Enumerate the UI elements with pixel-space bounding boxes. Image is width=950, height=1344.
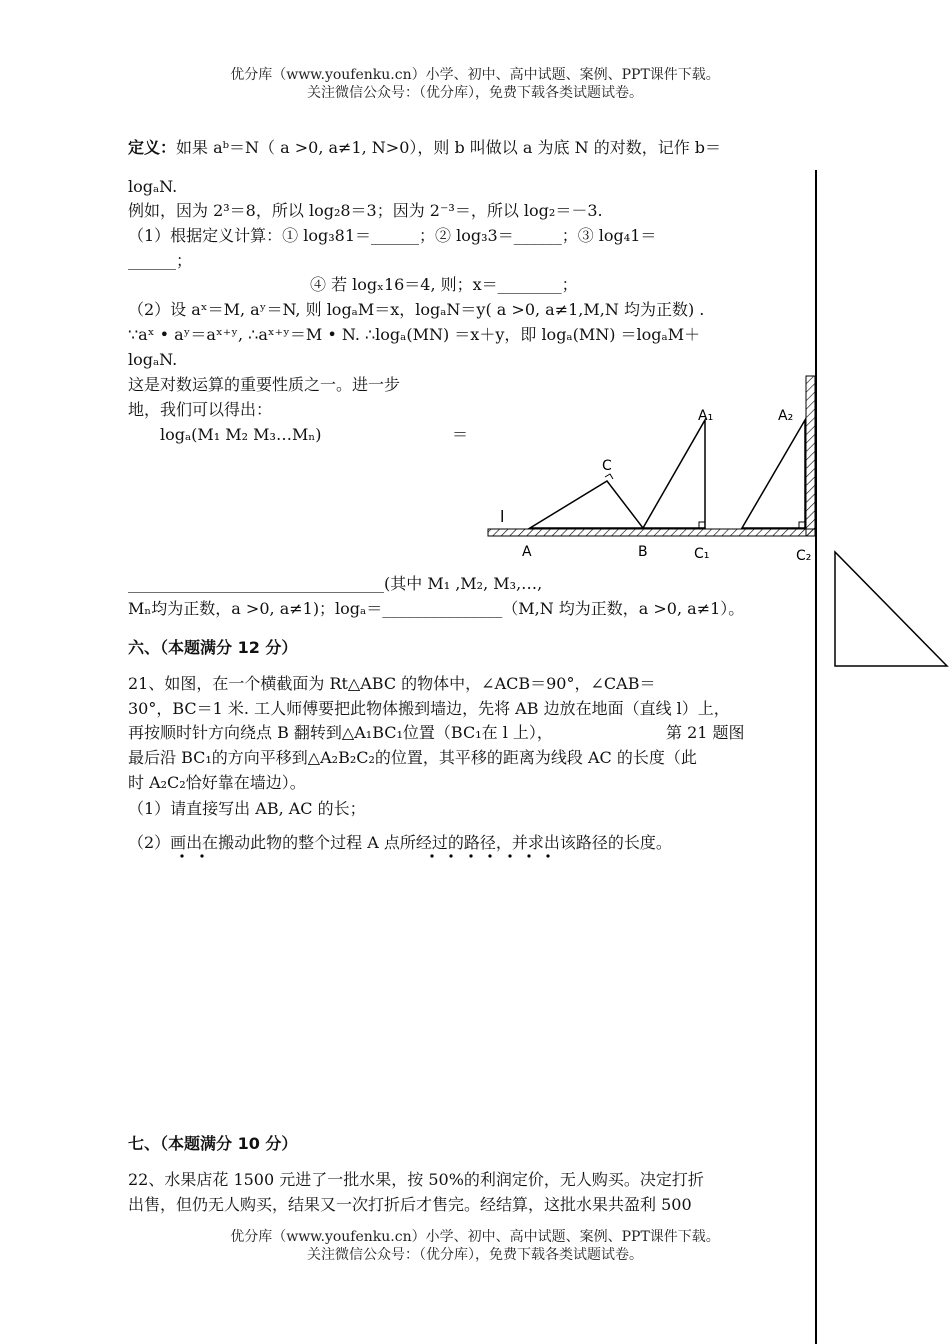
right-margin-triangle [830, 548, 950, 670]
section-6-heading: 六、（本题满分 12 分） [128, 638, 298, 657]
triangle-abc [530, 481, 643, 528]
triangle-a2b2c2 [742, 420, 805, 528]
label-b: B [638, 544, 648, 560]
label-line-l: l [500, 507, 505, 526]
question-1-line-2: ______； [128, 251, 193, 270]
section-7-heading: 七、（本题满分 10 分） [128, 1134, 298, 1153]
problem-21-question-2: （2）画出在搬动此物的整个过程 A 点所经过的路径，并求出该路径的长度。 [128, 833, 672, 852]
question-2-formula: logₐ(M₁ M₂ M₃…Mₙ) [160, 425, 322, 444]
definition-line [128, 136, 721, 160]
question-2-line-5: 地，我们可以得出： [128, 400, 273, 419]
problem-22-line-1: 22、水果店花 1500 元进了一批水果，按 50%的利润定价，无人购买。决定打折 [128, 1170, 704, 1189]
example-line: 例如，因为 2³＝8，所以 log₂8＝3；因为 2⁻³＝，所以 log₂＝－3. [128, 201, 603, 220]
problem-21-line-1: 21、如图，在一个横截面为 Rt△ABC 的物体中，∠ACB＝90°，∠CAB＝ [128, 674, 656, 693]
problem-21-figure-caption: 第 21 题图 [666, 723, 745, 742]
emphasis-dots [170, 852, 560, 860]
question-2-line-3: logₐN. [128, 350, 178, 369]
question-2-line-2: ∵aˣ • aʸ＝aˣ⁺ʸ, ∴aˣ⁺ʸ＝M • N. ∴logₐ(MN) ＝x＋y，即 logₐ(MN) ＝logₐM＋ [128, 325, 701, 344]
problem-21-line-2: 30°，BC＝1 米. 工人师傅要把此物体搬到墙边，先将 AB 边放在地面（直线 l）上， [128, 699, 730, 718]
wall [806, 376, 815, 536]
label-c: C [602, 458, 612, 474]
problem-21-question-1: （1）请直接写出 AB, AC 的长； [128, 799, 366, 818]
right-angle-mark-c [605, 474, 613, 479]
problem-22-line-2: 出售，但仍无人购买，结果又一次打折后才售完。经结算，这批水果共盈利 500 [128, 1195, 692, 1214]
header-line-1: 优分库（www.youfenku.cn）小学、初中、高中试题、案例、PPT课件下载。 [230, 67, 720, 83]
question-2-line-1: （2）设 aˣ＝M, aʸ＝N, 则 logₐM＝x，logₐN＝y( a >0, a≠1,M,N 均为正数) . [128, 300, 705, 319]
definition-text: 如果 aᵇ＝N（ a >0, a≠1, N>0），则 b 叫做以 a 为底 N 的对数，记作 b＝ [176, 138, 722, 157]
label-c1: C₁ [694, 546, 710, 562]
right-angle-mark-c2 [799, 522, 805, 528]
problem-21-line-5: 时 A₂C₂恰好靠在墙边）。 [128, 773, 306, 792]
label-a2: A₂ [778, 408, 794, 424]
triangle-a1bc1 [643, 420, 705, 528]
label-a1: A₁ [698, 408, 714, 424]
ground-line [488, 529, 815, 536]
right-angle-mark-c1 [699, 522, 705, 528]
label-c2: C₂ [796, 548, 812, 564]
right-margin-rule [815, 170, 817, 1344]
question-2-blank-line: ________________________________(其中 M₁ ,M₂, M₃,…, [128, 574, 543, 593]
problem-21-line-3: 再按顺时针方向绕点 B 翻转到△A₁BC₁位置（BC₁在 l 上）， [128, 723, 553, 742]
question-2-line-4: 这是对数运算的重要性质之一。进一步 [128, 375, 401, 394]
definition-label: 定义： [128, 138, 177, 157]
problem-21-line-4: 最后沿 BC₁的方向平移到△A₂B₂C₂的位置，其平移的距离为线段 AC 的长度（此 [128, 748, 697, 767]
header-line-2: 关注微信公众号：（优分库），免费下载各类试题试卷。 [307, 85, 643, 101]
footer-line-2: 关注微信公众号：（优分库），免费下载各类试题试卷。 [307, 1247, 643, 1263]
footer-line-1: 优分库（www.youfenku.cn）小学、初中、高中试题、案例、PPT课件下载。 [230, 1229, 720, 1245]
label-a: A [522, 544, 532, 560]
question-2-end-line: Mₙ均为正数，a >0, a≠1)；logₐ＝_______________（M,N 均为正数，a >0, a≠1）。 [128, 599, 745, 618]
question-1-line-1: （1）根据定义计算：① log₃81＝______；② log₃3＝______；③ log₄1＝ [128, 226, 657, 245]
definition-continuation: logₐN. [128, 177, 178, 196]
question-1-line-3: ④ 若 logₓ16＝4, 则；x＝________； [310, 275, 578, 294]
question-2-equals: ＝ [452, 425, 469, 444]
problem-21-figure [480, 370, 820, 570]
